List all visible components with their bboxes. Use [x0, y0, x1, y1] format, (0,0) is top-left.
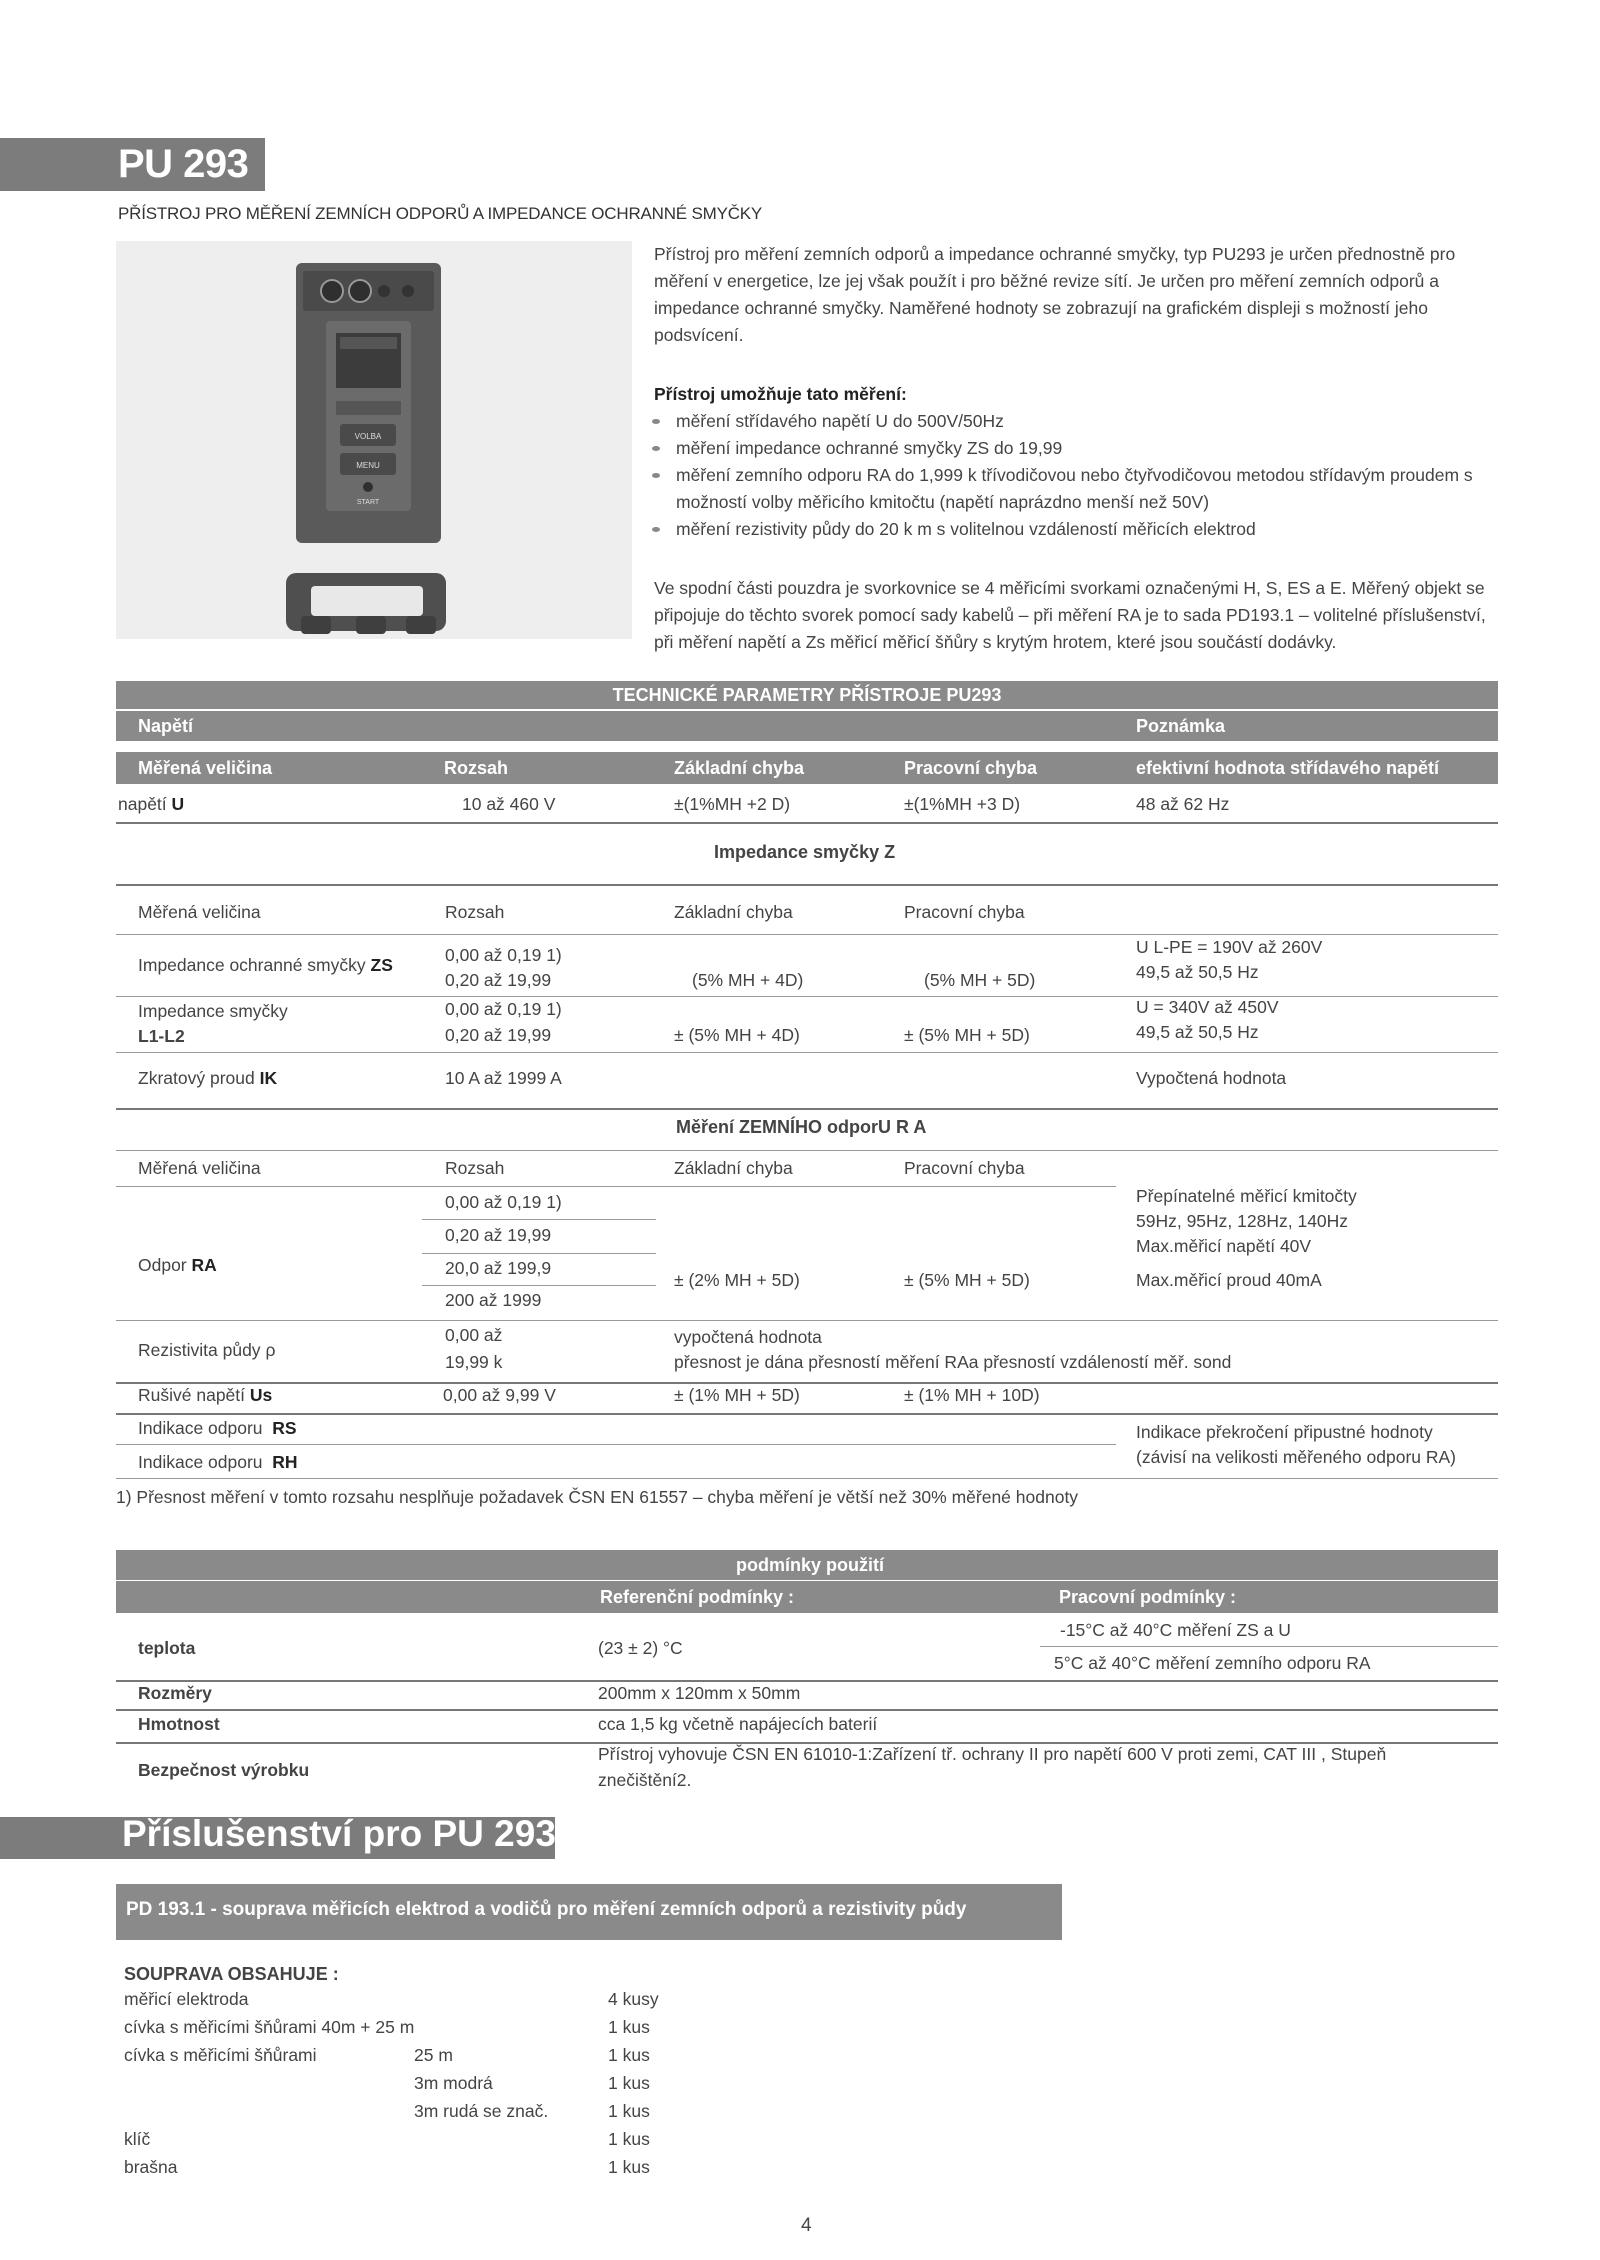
l1l2-note1: U = 340V až 450V — [1136, 997, 1279, 1017]
imp-col-measured: Měřená veličina — [138, 902, 261, 922]
divider — [422, 1253, 656, 1254]
ra-label: Odpor — [138, 1255, 187, 1275]
intro-text: Přístroj pro měření zemních odporů a impedance ochranné smyčky, typ PU293 je určen přednostně pro měření v energetice, lze jej však použít i pro běžné revize sítí. Je určen pro měření zemních odporů a impedance ochranné smyčky. Naměřené hodnoty se zobrazují na grafickém displeji s možností jeho podsvícení. — [654, 244, 1456, 345]
ik-name — [138, 1068, 277, 1089]
zs-symbol: ZS — [370, 955, 393, 975]
rho-symbol: ρ — [265, 1340, 276, 1360]
ra-range4: 200 až 1999 — [445, 1290, 542, 1310]
terminals-text: Ve spodní části pouzdra je svorkovnice se 4 měřicími svorkami označenými H, S, ES a E. Měřený objekt se připojuje do těchto svorek pomocí sady kabelů – při měření RA je to sada PD193.1 – volitelné příslušenství, při měření napětí a Zs měřicí měřicí šňůry s krytým hrotem, které jsou součástí dodávky. — [654, 578, 1486, 652]
kit-item-detail: 3m modrá — [414, 2073, 493, 2093]
earth-col-working: Pracovní chyba — [904, 1158, 1025, 1178]
divider — [116, 1108, 1498, 1110]
kit-item-qty: 1 kus — [608, 2129, 650, 2149]
ra-range3: 20,0 až 199,9 — [445, 1258, 552, 1278]
l1l2-range2: 0,20 až 19,99 — [445, 1025, 552, 1045]
divider — [116, 1382, 1498, 1384]
zs-working: (5% MH + 5D) — [924, 970, 1036, 990]
ik-symbol: IK — [259, 1068, 278, 1088]
divider — [422, 1219, 656, 1220]
rho-note1: vypočtená hodnota — [674, 1327, 822, 1347]
safety-value2: znečištění2. — [598, 1770, 692, 1790]
ind-note1: Indikace překročení připustné hodnoty — [1136, 1422, 1433, 1442]
kit-item-name: cívka s měřicími šňůrami 40m + 25 m — [124, 2017, 415, 2037]
kit-contains: SOUPRAVA OBSAHUJE : — [124, 1964, 339, 1984]
device-photo — [116, 241, 632, 639]
zs-range1: 0,00 až 0,19 1) — [445, 945, 562, 965]
kit-item-qty: 1 kus — [608, 2101, 650, 2121]
divider — [116, 1444, 1116, 1445]
l1l2-working: ± (5% MH + 5D) — [904, 1025, 1030, 1045]
ra-range1: 0,00 až 0,19 1) — [445, 1192, 562, 1212]
earth-section-title: Měření ZEMNÍHO odporU R A — [676, 1117, 927, 1137]
kit-item-name: brašna — [124, 2157, 178, 2177]
features-list — [648, 408, 1498, 543]
page-number: 4 — [801, 2215, 812, 2236]
conditions-header-bar — [116, 1581, 1498, 1613]
divider — [116, 1052, 1498, 1053]
ra-working: ± (5% MH + 5D) — [904, 1270, 1030, 1290]
features-heading: Přístroj umožňuje tato měření: — [654, 384, 907, 404]
zs-label: Impedance ochranné smyčky — [138, 955, 366, 975]
ik-note: Vypočtená hodnota — [1136, 1068, 1287, 1088]
rho-range1: 0,00 až — [445, 1325, 503, 1345]
zs-name — [138, 955, 393, 976]
list-item: měření rezistivity půdy do 20 k m s volitelnou vzdáleností měřicích elektrod — [648, 516, 1498, 543]
l1l2-range1: 0,00 až 0,19 1) — [445, 999, 562, 1019]
imp-col-working: Pracovní chyba — [904, 902, 1025, 922]
accessories-title: Příslušenství pro PU 293 — [122, 1813, 556, 1854]
kit-item-detail: 25 m — [414, 2045, 453, 2065]
earth-col-basic: Základní chyba — [674, 1158, 793, 1178]
kit-item-qty: 1 kus — [608, 2073, 650, 2093]
zs-note2: 49,5 až 50,5 Hz — [1136, 962, 1259, 982]
divider — [116, 1680, 1498, 1682]
kit-title: PD 193.1 - souprava měřicích elektrod a vodičů pro měření zemních odporů a rezistivity půdy — [126, 1899, 967, 1920]
divider — [116, 934, 1498, 935]
voltage-name: napětí — [118, 794, 167, 814]
divider — [116, 996, 1498, 997]
rh-symbol: RH — [272, 1452, 298, 1472]
us-label: Rušivé napětí — [138, 1385, 246, 1405]
ra-name — [138, 1255, 217, 1276]
list-item: měření zemního odporu RA do 1,999 k třívodičovou nebo čtyřvodičovou metodou střídavým proudem s možností volby měřicího kmitočtu (napětí naprázdno menší než 50V) — [648, 462, 1498, 516]
imp-col-basic: Základní chyba — [674, 902, 793, 922]
temp-work1: -15°C až 40°C měření ZS a U — [1060, 1620, 1291, 1640]
kit-item-qty: 4 kusy — [608, 1989, 659, 2009]
temp-ref: (23 ± 2) °C — [598, 1638, 683, 1658]
rh-name — [138, 1452, 298, 1473]
temp-work2: 5°C až 40°C měření zemního odporu RA — [1054, 1653, 1371, 1673]
conditions-title: podmínky použití — [736, 1555, 884, 1575]
l1l2-symbol: L1-L2 — [138, 1026, 185, 1046]
work-header: Pracovní podmínky : — [1059, 1587, 1237, 1607]
l1l2-name: Impedance smyčky — [138, 1001, 288, 1021]
kit-item-qty: 1 kus — [608, 2045, 650, 2065]
divider — [116, 1413, 1498, 1415]
divider — [116, 1709, 1498, 1711]
earth-col-measured: Měřená veličina — [138, 1158, 261, 1178]
kit-item-qty: 1 kus — [608, 2017, 650, 2037]
rho-name — [138, 1340, 275, 1361]
ra-note2: 59Hz, 95Hz, 128Hz, 140Hz — [1136, 1211, 1349, 1231]
ind-note2: (závisí na velikosti měřeného odporu RA) — [1136, 1447, 1457, 1467]
divider — [116, 1150, 1498, 1151]
divider — [116, 1186, 1116, 1187]
l1l2-basic: ± (5% MH + 4D) — [674, 1025, 800, 1045]
note-header: Poznámka — [1136, 716, 1226, 736]
col-note: efektivní hodnota střídavého napětí — [1136, 758, 1440, 778]
rs-symbol: RS — [272, 1418, 297, 1438]
tech-title: TECHNICKÉ PARAMETRY PŘÍSTROJE PU293 — [116, 681, 1498, 709]
safety-value1: Přístroj vyhovuje ČSN EN 61010-1:Zařízení tř. ochrany II pro napětí 600 V proti zemi, CAT III , Stupeň — [598, 1744, 1387, 1764]
divider — [422, 1285, 656, 1286]
imp-col-range: Rozsah — [445, 902, 505, 922]
us-range: 0,00 až 9,99 V — [443, 1385, 556, 1405]
kit-item-qty: 1 kus — [608, 2157, 650, 2177]
voltage-range: 10 až 460 V — [462, 794, 556, 814]
ra-note4: Max.měřicí proud 40mA — [1136, 1270, 1322, 1290]
list-item: měření střídavého napětí U do 500V/50Hz — [648, 408, 1498, 435]
rs-label: Indikace odporu — [138, 1418, 263, 1438]
ra-note1: Přepínatelné měřicí kmitočty — [1136, 1186, 1357, 1206]
rh-label: Indikace odporu — [138, 1452, 263, 1472]
page-subtitle: PŘÍSTROJ PRO MĚŘENÍ ZEMNÍCH ODPORŮ A IMPEDANCE OCHRANNÉ SMYČKY — [118, 204, 763, 223]
kit-item-name: měřicí elektroda — [124, 1989, 249, 2009]
ik-range: 10 A až 1999 A — [445, 1068, 562, 1088]
zs-basic: (5% MH + 4D) — [692, 970, 804, 990]
ik-label: Zkratový proud — [138, 1068, 255, 1088]
rs-name — [138, 1418, 297, 1439]
divider — [116, 884, 1498, 886]
voltage-basic: ±(1%MH +2 D) — [674, 794, 791, 814]
us-symbol: Us — [249, 1385, 273, 1405]
voltage-working: ±(1%MH +3 D) — [904, 794, 1021, 814]
rho-note2: přesnost je dána přesností měření RAa přesností vzdáleností měř. sond — [674, 1352, 1232, 1372]
col-range: Rozsah — [444, 758, 509, 778]
kit-item-name: cívka s měřicími šňůrami — [124, 2045, 317, 2065]
earth-col-range: Rozsah — [445, 1158, 505, 1178]
voltage-section-title: Napětí — [138, 716, 194, 736]
voltage-section-bar — [116, 711, 1498, 741]
device-illustration — [116, 241, 632, 639]
zs-note1: U L-PE = 190V až 260V — [1136, 937, 1323, 957]
device-label-menu: MENU — [356, 461, 380, 470]
divider — [1040, 1646, 1498, 1647]
col-measured: Měřená veličina — [138, 758, 273, 778]
page-title: PU 293 — [118, 142, 249, 186]
ra-note3: Max.měřicí napětí 40V — [1136, 1236, 1312, 1256]
device-label-start: START — [356, 499, 380, 506]
us-name — [138, 1385, 272, 1406]
list-item: měření impedance ochranné smyčky ZS do 19,99 — [648, 435, 1498, 462]
impedance-section-title: Impedance smyčky Z — [714, 842, 896, 862]
safety-label: Bezpečnost výrobku — [138, 1760, 310, 1780]
kit-item-detail: 3m rudá se znač. — [414, 2101, 549, 2121]
device-label-volba: VOLBA — [354, 432, 382, 441]
ref-header: Referenční podmínky : — [600, 1587, 795, 1607]
rho-range2: 19,99 k — [445, 1352, 503, 1372]
divider — [116, 1478, 1498, 1479]
dim-label: Rozměry — [138, 1683, 212, 1703]
voltage-row-name — [118, 794, 184, 815]
temp-label: teplota — [138, 1638, 196, 1658]
conditions-title-bar — [116, 1550, 1498, 1580]
rho-label: Rezistivita půdy — [138, 1340, 261, 1360]
divider — [116, 1320, 1498, 1321]
ra-range2: 0,20 až 19,99 — [445, 1225, 552, 1245]
col-working: Pracovní chyba — [904, 758, 1038, 778]
mass-value: cca 1,5 kg včetně napájecích baterií — [598, 1714, 878, 1734]
footnote: 1) Přesnost měření v tomto rozsahu nesplňuje požadavek ČSN EN 61557 – chyba měření je větší než 30% měřené hodnoty — [116, 1487, 1079, 1507]
mass-label: Hmotnost — [138, 1714, 220, 1734]
ra-symbol: RA — [191, 1255, 217, 1275]
dim-value: 200mm x 120mm x 50mm — [598, 1683, 801, 1703]
ra-basic: ± (2% MH + 5D) — [674, 1270, 800, 1290]
voltage-symbol: U — [171, 794, 185, 814]
voltage-header-bar — [116, 752, 1498, 784]
col-basic: Základní chyba — [674, 758, 805, 778]
zs-range2: 0,20 až 19,99 — [445, 970, 552, 990]
us-basic: ± (1% MH + 5D) — [674, 1385, 800, 1405]
kit-item-name: klíč — [124, 2129, 151, 2149]
divider — [116, 822, 1498, 824]
l1l2-note2: 49,5 až 50,5 Hz — [1136, 1022, 1259, 1042]
us-working: ± (1% MH + 10D) — [904, 1385, 1040, 1405]
voltage-note: 48 až 62 Hz — [1136, 794, 1230, 814]
